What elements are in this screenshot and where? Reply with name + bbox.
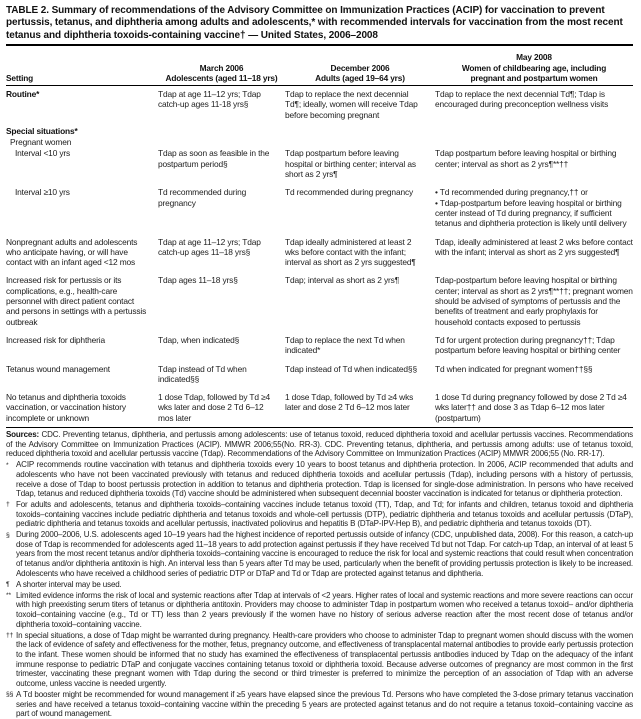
- cell-adults: Tdap postpartum before leaving hospital or birthing center; interval as short as 2 yrs¶: [285, 148, 416, 180]
- cell-adults: [285, 137, 435, 147]
- cell-adults: Tdap to replace the next decennial Td¶; ideally, women will receive Tdap before becoming pregnant: [285, 89, 418, 120]
- row-setting: Interval ≥10 yrs: [15, 187, 70, 198]
- table-header-row: [6, 48, 633, 85]
- table-row-pregnant-women: [6, 137, 633, 147]
- footnote-text: For adults and adolescents, tetanus and diphtheria toxoids–containing vaccines include tetanus toxoid (TT), Tdap, and Td; for infants and children, tetanus toxoid and diphtheria toxoids–containing vaccines include pediatric diphtheria and tetanus toxoids and whole-cell pertussis (DTP), pediatric diphtheria and tetanus toxoids and acellular pertussis (DTaP), pediatric diphtheria and tetanus toxoids and acellular pertussis, inactivated poliovirus and hepatitis B (DTaP-IPV-Hep B), and pediatric diphtheria and tetanus toxoids (DT).: [16, 499, 633, 529]
- cell-women: Tdap to replace the next decennial Td¶; Tdap is encouraged during preconception wellness visits: [435, 89, 609, 110]
- footnote-dagger: [6, 500, 633, 529]
- cell-women: Tdap-postpartum before leaving hospital or birthing center; interval as short as 2 yrs¶**††; pregnant women should be advised of symptoms of pertussis and the benefits of treatment and early prophylaxis for household contacts exposed to pertussis: [435, 275, 633, 327]
- footnote-double-asterisk: [6, 591, 633, 630]
- footnote-double-section: [6, 690, 633, 719]
- cell-adults: Td recommended during pregnancy: [285, 187, 414, 198]
- cell-adolescents: [158, 137, 285, 147]
- cell-adolescents: [158, 126, 285, 136]
- cell-adults: Tdap instead of Td when indicated§§: [285, 363, 417, 374]
- sources-paragraph: [6, 430, 633, 459]
- cell-adolescents: Tdap ages 11–18 yrs§: [158, 275, 238, 286]
- cell-women: • Td recommended during pregnancy,†† or • Tdap-postpartum before leaving hospital or birthing center instead of Td during pregnancy, if sufficient tetanus and diphtheria protection is likely until delivery: [435, 187, 627, 229]
- footnote-text: A shorter interval may be used.: [16, 579, 122, 589]
- row-setting: Special situations*: [6, 125, 78, 136]
- table-body: [6, 86, 633, 423]
- cell-women: Tdap, ideally administered at least 2 wks before contact with the infant; interval as short as 2 yrs suggested¶: [435, 236, 633, 257]
- footnote-pilcrow: [6, 580, 633, 590]
- cell-adults: Tdap to replace the next Td when indicated*: [285, 334, 405, 356]
- table-row-interval-under-10: [6, 148, 633, 179]
- cell-women: 1 dose Td during pregnancy followed by dose 2 Td ≥4 wks later†† and dose 3 as Tdap 6–12 mos later (postpartum): [435, 392, 627, 423]
- row-setting: Pregnant women: [10, 137, 72, 148]
- table-row-interval-10-or-more: [6, 187, 633, 228]
- footnote-marker: †: [6, 501, 10, 509]
- table-row-special-situations: [6, 126, 633, 136]
- footnote-marker: **: [6, 592, 11, 600]
- cell-adolescents: Tdap instead of Td when indicated§§: [158, 363, 247, 384]
- footnote-text: During 2000–2006, U.S. adolescents aged 10–19 years had the highest incidence of reported pertussis outside of infancy (CDC, unpublished data, 2008). For this reason, a catch-up dose of Tdap is recommended for adolescents aged 11–18 years to add protection against pertussis if they have received Td but not Tdap. For catch-up Tdap, an interval of at least 5 years from the most recent tetanus and/or diphtheria toxoids–containing vaccine is encouraged to reduce the risk for local and systemic reactions that could result when concentration of tetanus and/or diphtheria antitoxin is high. An interval less than 5 years after Td may be used, particularly when the benefit of providing pertussis protection is likely to be increased. Adolescents who have received a childhood series of pediatric DTP or DTaP and Td or Tdap are protected against tetanus and diphtheria.: [16, 530, 633, 578]
- cell-women: Tdap postpartum before leaving hospital or birthing center; interval as short as 2 yrs¶**††: [435, 148, 617, 169]
- footnote-marker: §§: [6, 691, 14, 699]
- footnote-marker: §: [6, 531, 10, 539]
- footnote-marker: *: [6, 461, 9, 469]
- row-setting: Tetanus wound management: [6, 363, 110, 374]
- cell-adults: 1 dose Tdap, followed by Td ≥4 wks later and dose 2 Td 6–12 mos later: [285, 392, 414, 413]
- footnote-marker: ¶: [6, 581, 10, 589]
- cell-women: [435, 137, 633, 147]
- table-row-routine: [6, 89, 633, 120]
- sources-text: CDC. Preventing tetanus, diphtheria, and pertussis among adolescents: use of tetanus toxoid, reduced diphtheria toxoid and acellular pertussis vaccines. Recommendations of the Advisory Committee on Immunization Practices (ACIP). MMWR 2006;55(No. RR-3). CDC. Preventing tetanus, diphtheria, and pertussis among adults: use of tetanus toxoid, reduced diphtheria toxoid and acellular pertussis vaccine (Tdap). Recommendations of the Advisory Committee on Immunization Practices (ACIP) MMWR 2006;55 (No. RR-17).: [6, 430, 633, 459]
- table-row-no-vaccination-history: [6, 392, 633, 423]
- row-setting: Increased risk for diphtheria: [6, 334, 105, 345]
- column-header-adolescents: March 2006 Adolescents (aged 11–18 yrs): [165, 62, 278, 83]
- cell-adolescents: Tdap as soon as feasible in the postpartum period§: [158, 148, 270, 169]
- footnote-text: Limited evidence informs the risk of local and systemic reactions after Tdap at intervals of <2 years. Higher rates of local and systemic reactions and more severe reactions can occur with high preexisting serum titers of tetanus or diphtheria antitoxin. Providers may choose to administer Tdap in postpartum women who received a tetanus toxoid– and/or diphtheria toxoid–containing vaccine (e.g., Td or TT) less than 2 years previously if the women have no history of serious adverse reaction after the most recent dose of tetanus and/or diphtheria toxoid–containing vaccine.: [16, 590, 633, 629]
- cell-women: [435, 126, 633, 136]
- cell-women: Td for urgent protection during pregnancy††; Tdap postpartum before leaving hospital or birthing center: [435, 334, 621, 356]
- column-header-adults: December 2006 Adults (aged 19–64 yrs): [315, 62, 405, 83]
- column-header-setting: Setting: [6, 72, 34, 83]
- table-row-nonpregnant-infant-contact: [6, 237, 633, 268]
- cell-adults: [285, 126, 435, 136]
- row-setting: Increased risk for pertussis or its complications, e.g., health-care personnel with direct patient contact and persons in settings with a pertussis outbreak: [6, 275, 147, 327]
- cell-women: Td when indicated for pregnant women††§§: [435, 363, 593, 374]
- footnote-double-dagger: [6, 631, 633, 689]
- row-setting: Interval <10 yrs: [15, 148, 71, 159]
- cell-adolescents: Tdap at age 11–12 yrs; Tdap catch-up ages 11-18 yrs§: [158, 89, 261, 110]
- cell-adults: Tdap; interval as short as 2 yrs¶: [285, 275, 400, 286]
- row-setting: No tetanus and diphtheria toxoids vaccination, or vaccination history incomplete or unknown: [6, 392, 126, 423]
- cell-adolescents: 1 dose Tdap, followed by Td ≥4 wks later and dose 2 Td 6–12 mos later: [158, 392, 270, 423]
- table-footer: [6, 428, 633, 719]
- sources-label: Sources:: [6, 430, 40, 440]
- row-setting: Nonpregnant adults and adolescents who anticipate having, or will have contact with an infant aged <12 mos: [6, 236, 138, 268]
- footnote-text: A Td booster might be recommended for wound management if ≥5 years have elapsed since the previous Td. Persons who have completed the 3-dose primary tetanus vaccination series and have received a tetanus toxoid–containing vaccine within the preceding 5 years are protected against tetanus and do not require a tetanus toxoid–containing vaccine as part of wound management.: [16, 689, 633, 719]
- column-header-women: May 2008 Women of childbearing age, including pregnant and postpartum women: [461, 52, 607, 83]
- cell-adults: Tdap ideally administered at least 2 wks before contact with the infant; interval as short as 2 yrs suggested¶: [285, 236, 416, 268]
- row-setting: Routine*: [6, 89, 40, 99]
- table-row-increased-risk-pertussis: [6, 275, 633, 326]
- title-rule: [6, 44, 633, 47]
- footnote-asterisk: [6, 460, 633, 499]
- footnote-marker: ††: [6, 632, 14, 640]
- table-title: TABLE 2. Summary of recommendations of the Advisory Committee on Immunization Practices (ACIP) for vaccination to prevent pertussis, tetanus, and diphtheria among adults and adolescents,* with recommended intervals for vaccination from the most recent tetanus and diphtheria toxoids-containing vaccine† — United States, 2006–2008: [6, 5, 623, 41]
- footnote-text: ACIP recommends routine vaccination with tetanus and diphtheria toxoids every 10 years to boost tetanus and diphtheria protection. In 2006, ACIP recommended that adults and adolescents who have not been vaccinated previously with tetanus and reduced diphtheria toxoids and acellular pertussis (Tdap), including persons with a history of pertussis, receive a dose of Tdap to boost pertussis protection in addition to tetanus and diphtheria protection. Tdap is licensed for single-dose administration. In persons who have received Tdap, tetanus and reduced diphtheria toxoids (Td) vaccine should be administered when subsequent decennial booster vaccination is indicated for tetanus or diphtheria protection.: [16, 460, 633, 499]
- table-row-increased-risk-diphtheria: [6, 335, 633, 356]
- cell-adolescents: Tdap at age 11–12 yrs; Tdap catch-up ages 11–18 yrs§: [158, 236, 261, 257]
- footnote-section: [6, 530, 633, 579]
- cell-adolescents: Td recommended during pregnancy: [158, 187, 247, 208]
- cell-adolescents: Tdap, when indicated§: [158, 334, 240, 345]
- footnote-text: In special situations, a dose of Tdap might be warranted during pregnancy. Health-care providers who choose to administer Tdap to pregnant women should discuss with the women the lack of evidence of safety and effectiveness for the mother, fetus, pregnancy outcome, and effectiveness of transplacental maternal antibodies to provide early pertussis protection to the infant. These women should be informed that no study has examined the effectiveness of transplacental pertussis antibodies induced by Tdap on the adequacy of the infant immune response to pediatric DTaP and conjugate vaccines containing tetanus toxoid or diphtheria toxoid. Because adverse outcomes of pregnancy are most common in the first trimester, vaccinating these pregnant women with Tdap during the second or third trimester is preferred to minimize the perception of an association of Tdap with an adverse outcome, unless vaccine is needed urgently.: [16, 630, 633, 689]
- table-row-tetanus-wound-management: [6, 364, 633, 385]
